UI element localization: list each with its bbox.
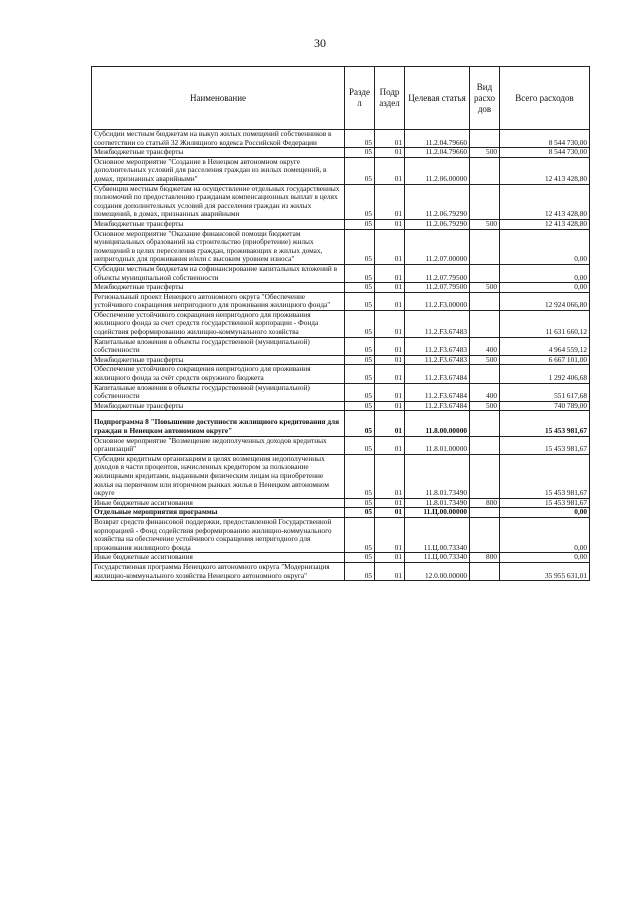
row-expense-type-cell: 500 <box>470 401 500 411</box>
table-row <box>92 219 590 229</box>
row-total-cell: 551 617,68 <box>500 383 590 401</box>
row-subsection-cell: 01 <box>375 292 405 310</box>
row-section-cell: 05 <box>345 148 375 158</box>
table-row <box>92 562 590 580</box>
row-total-cell: 1 292 406,68 <box>500 365 590 383</box>
row-expense-type-cell <box>470 310 500 337</box>
row-total-cell: 0,00 <box>500 508 590 518</box>
row-subsection-cell: 01 <box>375 148 405 158</box>
row-total-cell: 15 453 981,67 <box>500 411 590 436</box>
row-name-cell: Возврат средств финансовой поддержки, предоставленной Государственной корпорацией - Фонд содействия реформированию жилищно-коммунального хозяйства на обеспечение устойчивого сокращения непригодного для проживания жилищного фонда <box>92 517 345 552</box>
table-row <box>92 401 590 411</box>
table-row <box>92 454 590 498</box>
row-section-cell: 05 <box>345 229 375 264</box>
row-total-cell: 0,00 <box>500 229 590 264</box>
table-row <box>92 436 590 454</box>
row-name-cell: Межбюджетные трансферты <box>92 219 345 229</box>
table-row <box>92 130 590 148</box>
row-name-cell: Основное мероприятие "Создание в Ненецком автономном округе дополнительных условий для расселения граждан из жилых помещений, в домах, признанных аварийными" <box>92 157 345 184</box>
row-name-cell: Субвенции местным бюджетам на осуществление отдельных государственных полномочий по предоставлению гражданам компенсационных выплат в целях создания дополнительных условий для расселения граждан из жилых помещений, в домах, признанных аварийными <box>92 184 345 219</box>
row-subsection-cell: 01 <box>375 517 405 552</box>
row-total-cell: 4 964 559,12 <box>500 337 590 355</box>
row-subsection-cell: 01 <box>375 310 405 337</box>
row-target-article-cell: 11.2.F3.67483 <box>405 337 470 355</box>
row-name-cell: Межбюджетные трансферты <box>92 283 345 293</box>
row-total-cell: 12 413 428,80 <box>500 184 590 219</box>
table-header-row <box>92 67 590 130</box>
row-section-cell: 05 <box>345 310 375 337</box>
row-target-article-cell: 11.2.F3.67484 <box>405 383 470 401</box>
row-subsection-cell: 01 <box>375 436 405 454</box>
row-section-cell: 05 <box>345 401 375 411</box>
row-section-cell: 05 <box>345 562 375 580</box>
row-section-cell: 05 <box>345 365 375 383</box>
row-section-cell: 05 <box>345 292 375 310</box>
row-expense-type-cell: 500 <box>470 219 500 229</box>
row-expense-type-cell <box>470 157 500 184</box>
row-subsection-cell: 01 <box>375 229 405 264</box>
table-row <box>92 229 590 264</box>
row-total-cell: 11 631 660,12 <box>500 310 590 337</box>
row-expense-type-cell <box>470 184 500 219</box>
row-section-cell: 05 <box>345 283 375 293</box>
row-expense-type-cell: 400 <box>470 383 500 401</box>
row-target-article-cell: 11.2.F3.67483 <box>405 310 470 337</box>
header-name: Наименование <box>92 67 345 130</box>
row-expense-type-cell: 500 <box>470 355 500 365</box>
row-target-article-cell: 12.0.00.00000 <box>405 562 470 580</box>
row-subsection-cell: 01 <box>375 337 405 355</box>
table-row <box>92 148 590 158</box>
row-name-cell: Иные бюджетные ассигнования <box>92 498 345 508</box>
row-name-cell: Отдельные мероприятия программы <box>92 508 345 518</box>
row-name-cell: Иные бюджетные ассигнования <box>92 553 345 563</box>
row-target-article-cell: 11.2.07.79500 <box>405 264 470 282</box>
row-expense-type-cell <box>470 454 500 498</box>
row-subsection-cell: 01 <box>375 553 405 563</box>
header-total: Всего расходов <box>500 67 590 130</box>
row-name-cell: Государственная программа Ненецкого автономного округа "Модернизация жилищно-коммунального хозяйства Ненецкого автономного округа" <box>92 562 345 580</box>
row-subsection-cell: 01 <box>375 355 405 365</box>
row-expense-type-cell <box>470 264 500 282</box>
row-section-cell: 05 <box>345 454 375 498</box>
row-subsection-cell: 01 <box>375 401 405 411</box>
row-subsection-cell: 01 <box>375 562 405 580</box>
row-section-cell: 05 <box>345 411 375 436</box>
header-target-article: Целевая статья <box>405 67 470 130</box>
row-total-cell: 35 955 631,01 <box>500 562 590 580</box>
row-expense-type-cell <box>470 130 500 148</box>
row-expense-type-cell <box>470 517 500 552</box>
row-name-cell: Обеспечение устойчивого сокращения непригодного для проживания жилищного фонда за счёт средств окружного бюджета <box>92 365 345 383</box>
row-target-article-cell: 11.2.07.00000 <box>405 229 470 264</box>
row-total-cell: 12 413 428,80 <box>500 157 590 184</box>
table-row <box>92 337 590 355</box>
table-row <box>92 411 590 436</box>
table-row <box>92 292 590 310</box>
table-row <box>92 508 590 518</box>
page-number: 30 <box>314 36 326 50</box>
row-subsection-cell: 01 <box>375 498 405 508</box>
row-total-cell: 8 544 730,00 <box>500 130 590 148</box>
table-row <box>92 283 590 293</box>
row-subsection-cell: 01 <box>375 365 405 383</box>
row-total-cell: 15 453 981,67 <box>500 498 590 508</box>
row-subsection-cell: 01 <box>375 130 405 148</box>
row-target-article-cell: 11.Ц.00.73340 <box>405 553 470 563</box>
row-subsection-cell: 01 <box>375 157 405 184</box>
table-row <box>92 157 590 184</box>
row-target-article-cell: 11.2.06.79290 <box>405 184 470 219</box>
header-section: Разде л <box>345 67 375 130</box>
row-expense-type-cell: 800 <box>470 498 500 508</box>
table-row <box>92 184 590 219</box>
row-section-cell: 05 <box>345 383 375 401</box>
row-subsection-cell: 01 <box>375 283 405 293</box>
row-expense-type-cell <box>470 229 500 264</box>
row-target-article-cell: 11.2.F3.67483 <box>405 355 470 365</box>
row-name-cell: Капитальные вложения в объекты государственной (муниципальной) собственности <box>92 383 345 401</box>
row-name-cell: Основное мероприятие "Возмещение недополученных доходов кредитных организаций" <box>92 436 345 454</box>
row-section-cell: 05 <box>345 219 375 229</box>
row-target-article-cell: 11.2.07.79500 <box>405 283 470 293</box>
row-target-article-cell: 11.2.06.00000 <box>405 157 470 184</box>
row-expense-type-cell: 400 <box>470 337 500 355</box>
table-row <box>92 310 590 337</box>
row-total-cell: 0,00 <box>500 283 590 293</box>
header-subsection: Подр аздел <box>375 67 405 130</box>
row-subsection-cell: 01 <box>375 508 405 518</box>
row-subsection-cell: 01 <box>375 264 405 282</box>
row-expense-type-cell <box>470 436 500 454</box>
row-target-article-cell: 11.8.00.00000 <box>405 411 470 436</box>
table-row <box>92 553 590 563</box>
row-subsection-cell: 01 <box>375 411 405 436</box>
row-subsection-cell: 01 <box>375 219 405 229</box>
row-name-cell: Субсидии местным бюджетам на софинансирование капитальных вложений в объекты муниципальной собственности <box>92 264 345 282</box>
row-name-cell: Субсидии местным бюджетам на выкуп жилых помещений собственников в соответствии со статьёй 32 Жилищного кодекса Российской Федерации <box>92 130 345 148</box>
row-total-cell: 0,00 <box>500 264 590 282</box>
table-row <box>92 517 590 552</box>
row-name-cell: Межбюджетные трансферты <box>92 401 345 411</box>
row-name-cell: Субсидии кредитным организациям в целях возмещения недополученных доходов в части процентов, начисленных кредитором за пользование жилищными кредитами, выданными физическим лицам на приобретение жилья на первичном или вторичном рынках жилья в Ненецком автономном округе <box>92 454 345 498</box>
row-total-cell: 8 544 730,00 <box>500 148 590 158</box>
row-name-cell: Межбюджетные трансферты <box>92 148 345 158</box>
row-section-cell: 05 <box>345 130 375 148</box>
row-target-article-cell: 11.2.06.79290 <box>405 219 470 229</box>
row-target-article-cell: 11.8.01.73490 <box>405 498 470 508</box>
row-target-article-cell: 11.2.F3.67484 <box>405 401 470 411</box>
row-section-cell: 05 <box>345 264 375 282</box>
row-target-article-cell: 11.Ц.00.00000 <box>405 508 470 518</box>
row-total-cell: 0,00 <box>500 517 590 552</box>
row-subsection-cell: 01 <box>375 184 405 219</box>
row-target-article-cell: 11.2.04.79660 <box>405 130 470 148</box>
row-total-cell: 740 789,00 <box>500 401 590 411</box>
row-section-cell: 05 <box>345 184 375 219</box>
row-section-cell: 05 <box>345 355 375 365</box>
row-expense-type-cell: 500 <box>470 148 500 158</box>
row-expense-type-cell <box>470 562 500 580</box>
row-expense-type-cell <box>470 411 500 436</box>
row-name-cell: Основное мероприятие "Оказание финансовой помощи бюджетам муниципальных образований на строительство (приобретение) жилых помещений в целях переселения граждан, проживающих в жилых домах, непригодных для проживания и/или с высоким уровнем износа" <box>92 229 345 264</box>
row-target-article-cell: 11.2.F3.00000 <box>405 292 470 310</box>
row-total-cell: 12 413 428,80 <box>500 219 590 229</box>
row-total-cell: 15 453 981,67 <box>500 454 590 498</box>
row-target-article-cell: 11.2.04.79660 <box>405 148 470 158</box>
row-target-article-cell: 11.Ц.00.73340 <box>405 517 470 552</box>
table-row <box>92 365 590 383</box>
row-section-cell: 05 <box>345 436 375 454</box>
row-section-cell: 05 <box>345 553 375 563</box>
row-section-cell: 05 <box>345 337 375 355</box>
row-expense-type-cell <box>470 292 500 310</box>
row-target-article-cell: 11.8.01.00000 <box>405 436 470 454</box>
row-section-cell: 05 <box>345 517 375 552</box>
row-section-cell: 05 <box>345 508 375 518</box>
row-subsection-cell: 01 <box>375 383 405 401</box>
row-expense-type-cell <box>470 508 500 518</box>
row-name-cell: Подпрограмма 8 "Повышение доступности жилищного кредитования для граждан в Ненецком автономном округе" <box>92 411 345 436</box>
table-row <box>92 383 590 401</box>
table-row <box>92 264 590 282</box>
row-name-cell: Межбюджетные трансферты <box>92 355 345 365</box>
row-name-cell: Обеспечение устойчивого сокращения непригодного для проживания жилищного фонда за счет средств государственной корпорации - Фонда содействия реформированию жилищно-коммунального хозяйства <box>92 310 345 337</box>
header-expense-type: Вид расхо дов <box>470 67 500 130</box>
row-total-cell: 0,00 <box>500 553 590 563</box>
row-expense-type-cell <box>470 365 500 383</box>
row-section-cell: 05 <box>345 498 375 508</box>
row-target-article-cell: 11.8.01.73490 <box>405 454 470 498</box>
row-target-article-cell: 11.2.F3.67484 <box>405 365 470 383</box>
row-name-cell: Капитальные вложения в объекты государственной (муниципальной) собственности <box>92 337 345 355</box>
row-section-cell: 05 <box>345 157 375 184</box>
table-body <box>92 130 590 581</box>
row-subsection-cell: 01 <box>375 454 405 498</box>
row-expense-type-cell: 500 <box>470 283 500 293</box>
row-name-cell: Региональный проект Ненецкого автономного округа "Обеспечение устойчивого сокращения непригодного для проживания жилищного фонда" <box>92 292 345 310</box>
row-total-cell: 12 924 066,80 <box>500 292 590 310</box>
budget-table <box>91 66 590 581</box>
row-total-cell: 15 453 981,67 <box>500 436 590 454</box>
row-total-cell: 6 667 101,00 <box>500 355 590 365</box>
row-expense-type-cell: 800 <box>470 553 500 563</box>
